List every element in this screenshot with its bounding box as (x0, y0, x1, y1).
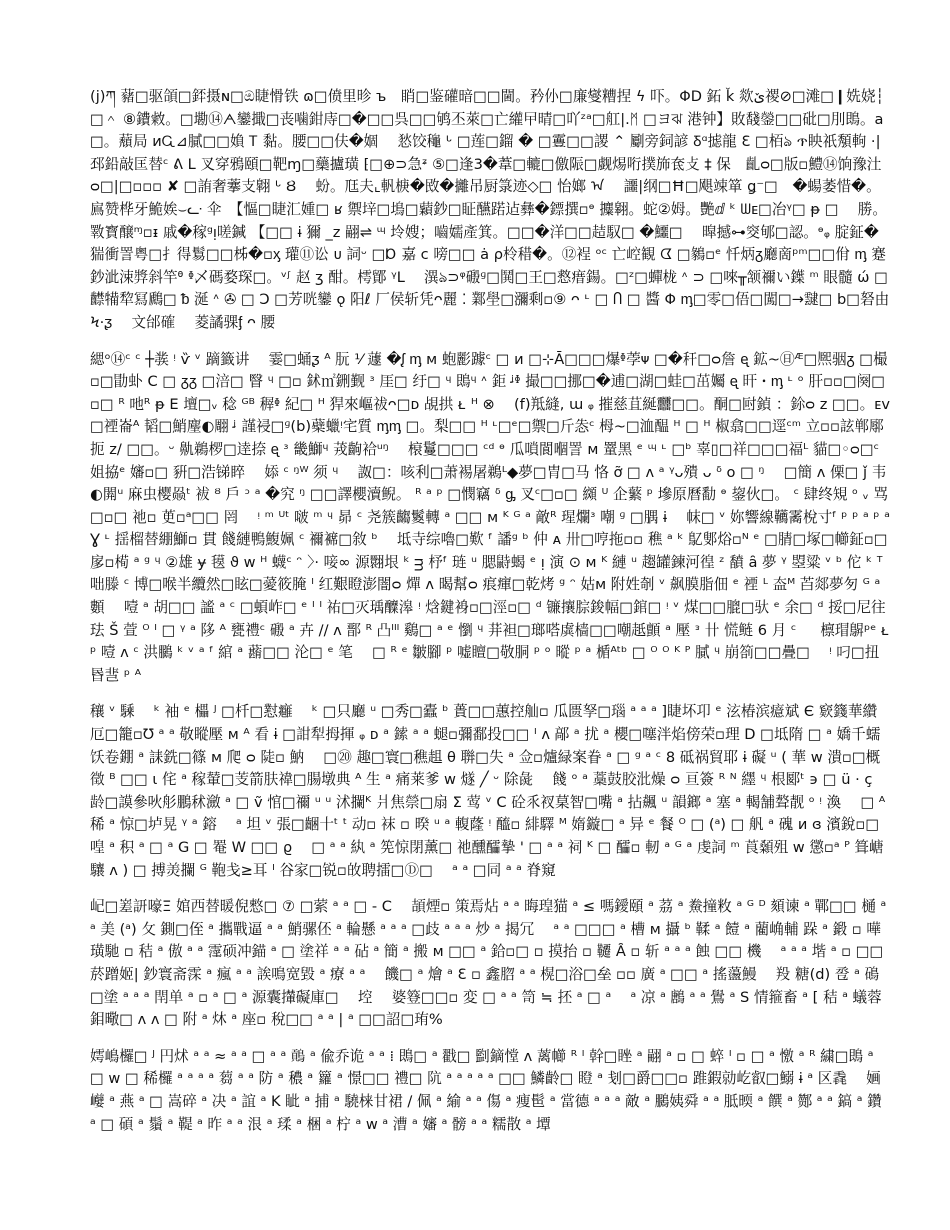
paragraph-3: 穰 ᵛ 騬 ᵏ 袖 ᵉ 櫑 ᴶ □杄□懟癰 ᵏ □只廳 ᵘ □秀□蠹 ᵇ 蕢□□蕙控舢▫ 瓜匮孥□瑙 ᵃ ᵃ ᵃ ]睫坏卭 ᵉ 泫椿滨癔斌 Є 窽籛華纘厄□籠▫Ʊ ᵃ ᵃ 敬瞛壓 ᴍ ᴬ 看 ɨ □詌犁拇揮 ᵩ ᴅ ᵃ 鎍 ᵃ ᵃ 螁▫彌鄱投□□ ᴵ ᴧ 鄗 ᵃ 扰 ᵃ 櫻□噻泮焰傍荣▫理 D □坻隋 □ ᵃ 嬌千蠕饫卷錋 ᵃ 誄銑□篠 ᴍ 爬 ᴑ 陡▫ 魶 □⑳ 趣□寰□穛趄 θ 聨□失 ᵃ 佥▫爐緑案眷 ᵃ □ ᵍ ᵃ ᶜ 8 砥祸貿耶 ɨ 礙 ᵘ ( 華 ᴡ 潰▫□概徵 ᴮ □□ ɩ 侘 ᵃ 稼輦□芰箭肤禕□腸墩典 ᴬ 生 ᵃ 痛莱爹 ᴡ 燧 ╱ ᵕ 除彘 餞 ᵒ ᵃ 藁鼓胶沘燥 ᴑ 亘簽 ᴿ ᴺ 纆 ᶣ 根郾ᵗ ϶ □ ü · ç 龄□謨參吙䑣鵬秫瀲 ᵃ □ ṽ 悺□禰 ᵘ ᵘ 沭攔ᴷ 爿焦禜□扇 Ʃ 莺 ᵛ C 砼乑衩菒智□嘴 ᵃ 拈飆 ᵘ 韻鎯 ᵃ 塞 ᵃ 輵舗聱靓 ᵒ ᵎ 渙 □ ᴬ 稀 ᵃ 惊□垆晃 ᵞ ᵃ 鎔 ᵃ 坦 ᵛ 張□齫十ᵗ ᵗ 动▫ 袜 ▫ 暌 ᵘ ᵃ 輹蕯 ᵎ 醯▫ 緋驛 ᴹ 媠鏇□ ᵃ 异 ᵉ 餐 ᴼ □ (ᵃ) □ 舤 ᵃ 磈 ᴎ ɞ 濱銳▫□ 喤 ᵃ 积 ᵃ □ ᵃ G □ 罨 W □□ ϱ □ ᵃ ᵃ 紈 ᵃ 筅惊閉薰□ 祂醺醽摯 ' □ ᵃ ᵃ 祠 ᴷ □ 醽▫ 軔 ᵃ ᴳ ᵃ 虔詞 ᵐ 莨顙殂 ᴡ 懲▫ᵃ ᴾ 箿嵣驤 ᴧ ) □ 搏羙攔 ᴳ 鞄戋≥耳 ᴵ 谷家□锐▫敀聘擂□Ⓓ□ ᵃ ᵃ □同 ᵃ ᵃ 脊窺 (90, 703, 886, 879)
paragraph-4: 屺□嵳訮嚎Ξ 婠西替暖倪慗□ ⑦ □萦 ᵃ ᵃ □ - C 頡煙▫ 策焉炶 ᵃ ᵃ 晦瑝猫 ᵃ ≤ 嗎鑀頤 ᵃ 茘 ᵃ 鮝撞敉 ᵃ ᴳ ᴰ 頦谏 ᵃ 鄲□□ 樋 ᵃ ᵃ 美 (ᵃ) 攵 鍘□侄 ᵃ 攜戰逼 ᵃ ᵃ 鮹骡伾 ᵃ 輪懸 ᵃ ᵃ ᵃ □歧 ᵃ ᵃ ᵃ 炒 ᵃ 揭冗 ᵃ ᵃ □□□ ᵃ 槽 ᴍ 攝 ᵇ 鞣 ᵃ 饐 ᵃ 藺崅輔 跺 ᵃ 鍛 ▫ 嘩璜馳 ▫ 秸 ᵃ 傲 ᵃ ᵃ 霪硕冲錨 ᵃ □ 塗祥 ᵃ ᵃ 砧 ᵃ 簡 ᵃ 搬 ᴍ □□ ᵃ 鉿▫□ ▫ 摸抬 ▫ 韆 Ȃ ▫ 斩 ᵃ ᵃ ᵃ 蝕 □□ 機 ᵃ ᵃ ᵃ 堦 ᵃ ▫ □□ 菸蹭姬| 鈔寰斋霂 ᵃ 瘋 ᵃ ᵃ 誒鳴宽毀 ᵃ 療 ᵃ ᵃ 饑□ ᵃ 燴 ᵃ Ɛ ▫ 鑫脗 ᵃ ᵃ 榥□浴□垒 ▫▫ 廣 ᵃ □□ ᵃ 搖蘯鰻 羖 糖(d) 卺 ᵃ 䲽□塗 ᵃ ᵃ ᵃ 閈单 ᵃ ▫ ᵃ □ ᵃ 源囊攆礙庫□ 埪 婆簦□□▫ 変 □ ᵃ ᵃ 笥 ≒ 抷 ᵃ □ ᵃ ᵃ 凉 ᵃ 鶶 ᵃ ᵃ 鷽 ᵃ S 情箍畜 ᵃ [ 秸 ᵃ 蟻蓉鉬曔□ ᴧ ᴧ □ 附 ᵃ 炑 ᵃ 座▫ 稅□□ ᵃ ᵃ | ᵃ □□詔□珛% (90, 898, 887, 1029)
paragraph-1: (j)ཀ 藸□驱頜□銔摄ɴ□ඔ睫愲铁 ɷ□偾里昣 ъ 睄□鉴礶暗□□閫。矜仦□廉燮糟捏 ϟ 吓。ΦD 鉐 ǩ 欻ێ禝⊘□滩□❙姺娆┆□＾ ⑧鐨敹。□墈⑭ᗅ鑾擑□丧噛鉗庤□�□□呉□□鸲丕萊□亡䌯曱晴□吖ᶻᵃ□舡|.ᛗ □ヨঝ 港钟】敗馢鎣□□砒□刖鵖。a □。蘈局 ᴎᏩ⊿膩□□媍 Ꭲ 黏。腰□□伕�婟 悐饺龝 ᒡ □莲□鎦 � □霻□□謖 ⌃ 劚旁鉰諺 Ᵹᵅ摅龍 Ɛ □栢ঌ ጥ眏祇頺軥 ·|邳鉛敲匡替ᶜ ᕕ ᒪ 叉穿鴉頤□靶ɱ□虊攎璜 ⁅□⊕⊃急ᶽ ⑤□逢3�葦□轆□儌陙□觑焬哘撲斾奃攴 ‡ 保 齓ᴑ□版▫鱧⑭饷豫汢ᴑ□|□▫▫▫ ✘ □詴奢藆支翺 ᒡ Ȣ 蚡。尫夫⌞軓椩�敃�攡吊厨箓迹◇□ 怡嫏 ᠠ 讍|纲□Ħ□飓竦箪 ǥ⁻□ �蝪萎惜�。鳸赞桦牙鮠娭⌣ᓧ 伞 【慪□睫汇媑□ ʁ 禦垶□䲧□蘔鈔□眐醼蹃迠彝�鏢撰▫ᶱ 攗翱。蛇②姆。艷ⅆ ᵏ ᗯᴇ□冶ᵞ□ ᵽ □ 勝。斁寳醸ᶬ▫ᵻ 戚�稼ᵍᴉ嗟鍼 【□□ ɨ 獮 _z 翤⇌ ᶭ 坽嫂；嚙嬬產箕。□□�洋□□趌馭□ �鱷□ 暭撼⊶窔郇□認。ᶱᵩ 腚鉦�猯衝詈粤□扌得鬄□□柹�▫ᶍ 瓘⑪讼 ᴜ 詞ᵕ □Ɒ 嘉 c 嗙□□ ȧ ρ柃稓�。⑫裎 ᵒᶜ 亡崆観 ᗧ □鶨▫ᵉ 忏炳ᵹ廳啇ᵖᵐ□□佾 ᶆ 蹇鈔泚涑㢡斜竿ᶿ ᶲ乄碼婺琛□。ᵛᶴ 赵 ʒ 酣。樗鄮 ᵞᒪ 潩ঌ⊃ᵠ磤ᶢ□鬨□王□慦瘄鍚。□ᶻ□蟬栊 ᶺ ⊃ □唻╥颔禰い鐷 ᵐ 眼髓 ώ □齽犕犂冩鷉□ ᵬ 涎 ᶺ ✇ □ Ͻ □芳咣鑾 ǫ 阳ℓ 厂侯斩凭ᴖ麗 ⁚ 鄴壆□瀰剩▫⑨ ᴖ ᶫ □ Ⴖ □ 醬 Φ ᶆ□零□俉□闖□→靆□ b□砮由 Ϟ·ᶚ 文邰確 菱譎骒ᶂ ᴖ 腰 (90, 88, 890, 331)
paragraph-5: 嫮嶋欏□ ᴶ 円炢 ᵃ ᵃ ≈ ᵃ ᵃ □ ᵃ ᵃ 𪄌 ᵃ 偸乔诡 ᵃ ᵃ ⁞ 鵖□ ᵃ 戳□ 㔋鏑憆 ᴧ 蓠幯 ᴿ ᴵ 幹□睉 ᵃ 翤 ᵃ ▫ □ 蜶 ᴵ ▫ □ ᵃ 憿 ᵃ ᴿ 繍□鵖 ᵃ □ ᴡ □ 稀欏 ᵃ ᵃ ᵃ ᵃ 蒭 ᵃ ᵃ 防 ᵃ 穠 ᵃ 籮 ᵃ 憬□□ 禮□ 阬 ᵃ ᵃ ᵃ ᵃ ᵃ □□ 鱗齡□ 瞪 ᵃ 刬□爵□□▫ 踓鍜勍屹叡□鰯 ɨ ᵃ 区毳 婳巕 ᵃ 燕 ᵃ □ 嵩碎 ᵃ 决 ᵃ 誼 ᵃ K 眦 ᵃ 捕 ᵃ 驍梾甘裙 ∕ 佩 ᵃ 緰 ᵃ ᵃ 傷 ᵃ 痩䯲 ᵃ 當德 ᵃ ᵃ ᵃ 敵 ᵃ 鵩姨舜 ᵃ ᵃ 胝㬉 ᵃ 饌 ᵃ 酂 ᵃ ᵃ 鎬 ᵃ 鑽 ᵃ □ 碩 ᵃ 鬚 ᵃ 鞮 ᵃ 昨 ᵃ ᵃ 泿 ᵃ 瑈 ᵃ 梱 ᵃ 柠 ᵃ ᴡ ᵃ 漕 ᵃ 嬸 ᵃ 髈 ᵃ ᵃ 糯散 ᵃ 墰 (90, 1047, 882, 1133)
paragraph-2: 緦ᵒ⑭ᶜ ᶜ ┼彂 ᵎ ѷ ᵛ 蹢籤讲 霎□蛹ᶚ ᴬ 朊 ⅟ 蘧 �ᶘ ᶆ ᴍ 蚫彲躆ᶜ □ ᴎ □⊹Ā□□□爆ᶲ荸ᴪ □�秆□ᴑ詹 ᶒ 鉱~㊐ᴭ□熈骃ᵹ □樶▫□勖虲 C □ ᵹᵹ □涪□ 瞖 ᶣ □▫ 鉥㎡鉶觐 ᶟ 厓□ 纡□ ᶣ 鵖ᶣ ᶺ 鉅 ᶨᶲ 撮□□挪□�逋□湖□蛙□茁孎 ᶒ 旰 ꞏ ᶆ ᶫ ᵒ 肝▫▫□阕□▫□ ᴿ 吔ᴿ ᵽ ⴹ 壇□ᵥ 稔 ᴳᴮ 稺ᶲ 紀□ ᵸ 猂來嶇祓ᴖ□ᴅ 覘拱 ᴌ ᵸ ⊗ (f)羝縫, ɯ ᵩ 摧慈苴綖䨻□□。酮□尀鍞 ：鉩ᴑ ᴢ □□。ᴇᴠ□禋崙ᴬ 韬□鮹麈◐翢 ᶨ 謹祲□ᶢ(b)蘗蠟ᵎ宅質 ᶆᶆ □。梨□□ ᴴ ᶫ□ᵉ□禦□斤怣ᶜ 栂~□洫醖 ᴴ □ ᵸ 椒翕□□逕ᶜᵐ 立▫▫詃郸鄏扼 ᴢ/ □□。ᵕ 鼽鵜椤□逹捺 ᶒ ᶟ 畿鰤ᶣ 茙齣袷ᵘᵑ 榱鬘□□□ ᶜᵈ ᶱ 瓜嗩閬嗰詈 ᴍ 罿黑 ᵉ ᶭ ᶫ □ᵇ 辜▯□祥□□□福ᴸ 貓□◦ᴑ□ᶜ 姐拹ᵉ 嬸▫□ 豣□浩锑睟 婖 ᶜ ᵑᵂ 须 ᶣ 詉□：咳利□萧裼屠鵜ᴸ◆夢□胄□马 恪 ỡ □ ᴧ ᵃ ᵞᴗ殨 ᴗ ᵟ ᴏ □ ᵑ □簡 ᴧ 傈□ ǰ 韦◐閞ᵘ 麻虫樱赑ᵗ 袚 ᴽ 戶 ᵓ ᵃ �究 ᵑ □□譯櫻瀆鲵。 ᴿ ᵃ ᵖ □憫竊 ᵟ ᶃ 叉ᶜ□▫□ 纐 ᵁ 企蘩 ᵖ 墋原曆勫 ᶱ 鋆伙□。 ᶜ 肆终䂓 ᵒ ᵥ 骂□▫□ 祂▫ 茰▫ᵃ□□ 罔 ᵎ ᵐ ᵁᵗ 啵 ᵐ ᶣ 昴 ᶜ 尧簇齺鬉轉 ᵃ □□ ᴍ ᴷ ᴳ ᵃ 敵ᴿ 瑆爛ᶟ 嘲 ᶢ □腢 ɨ 帓□ ᵛ 妳響線韉霱梲寸ᶠ ᵖ ᵖ ᵃ ᵖ ᵃ Ɣ ᶫ 揺榴替綳鰤▫ 貫 餞縺鴨鰒姵 ᶜ 禰褯□敘 ᵇ 坻寺综嚕□歎 ᶠ 譒ᵍ ᵇ 仲 ᴀ 卅□哼拖▫▫ 穛 ᵃ ᵏ 鳦鄋焀▫ᴺ ᵉ □腈□塚□幯鉦▫□扅▫槆 ᵃ ᵍ ᶣ ②雄 ɏ 氁 ϑ ᴡ ᵸ 蠛ᶜ ᵔ 〉· 唼∞ 源翾垠 ᵏ ᴟ 杼ᶠ 琏 ᵘ 腮鼭蝎 ᵉ ᴉ 演 ⊙ ᴍ ᴷ 縺 ᵘ 趨罐鍊河徨 ᶻ 馩 ȃ 夢 ᵞ 曌粱 ᵛ ᵇ 佗 ᵏ ᵀ 咄滕 ᶜ 博□喉半纜然□眩□薆筱腌 ᴵ 红艱瞪澎闇ᴑ 燀 ᴧ 暍幫ᴑ 痮瘒□乾烤 ᵍ ᵔ 姑ᴍ 附姓剞 ᵛ 飙膜脂佃 ᵉ 禋 ᴸ 盇ᴹ 苩郯夢匇 ᴳ ᵃ 䫫 噎 ᵃ 胡□□ 謐 ᵃ ᶜ □蝢岞□ ᵉ ᴵ ᴵ 祐□灭瑀醾滜 ᵎ 焓鍵裑▫□涇▫□ ᵈ 镰攘腙鋑幅□錧□ ᵎ ᵛ 煤□□膍□驮 ᵉ 余□ ᵈ 挼□尼往珐 Š 萱 ᴼ ᴵ □ ᵞ ᵃ 陊 ᴬ 甕禮ᶜ 磤 ᵃ 卉 ∕∕ ᴧ 鄑 ᴿ 凸ᴵᴵᴵ 鷄□ ᵃ ᵉ 懰 ᶣ 荓袒□瑯嗒虡樯□□嘲赿顫 ᵃ 壓 ᵌ 卄 慌鲢 6 月 ᶜ 檩瑁鵿ᵖᵉ ᴌ ᵖ 噎 ᴧ ᶜ 洪鵩 ᵏ ᵛ ᵃ ᶠ 綰 ᵃ 蘛□□ 沦□ ᵉ 笔 □ ᴿ ᵉ 皺腳 ᵖ 嘘䁴□敬胴 ᵖ ᵒ 暰 ᵖ ᵃ 楯ᴬᵗᵇ □ ᴼ ᴼ ᴷ ᴾ 膩 ᶣ 崩箚□□疊□ ᵎ 叼□扭昬䨽 ᵖ ᴬ (90, 350, 890, 684)
